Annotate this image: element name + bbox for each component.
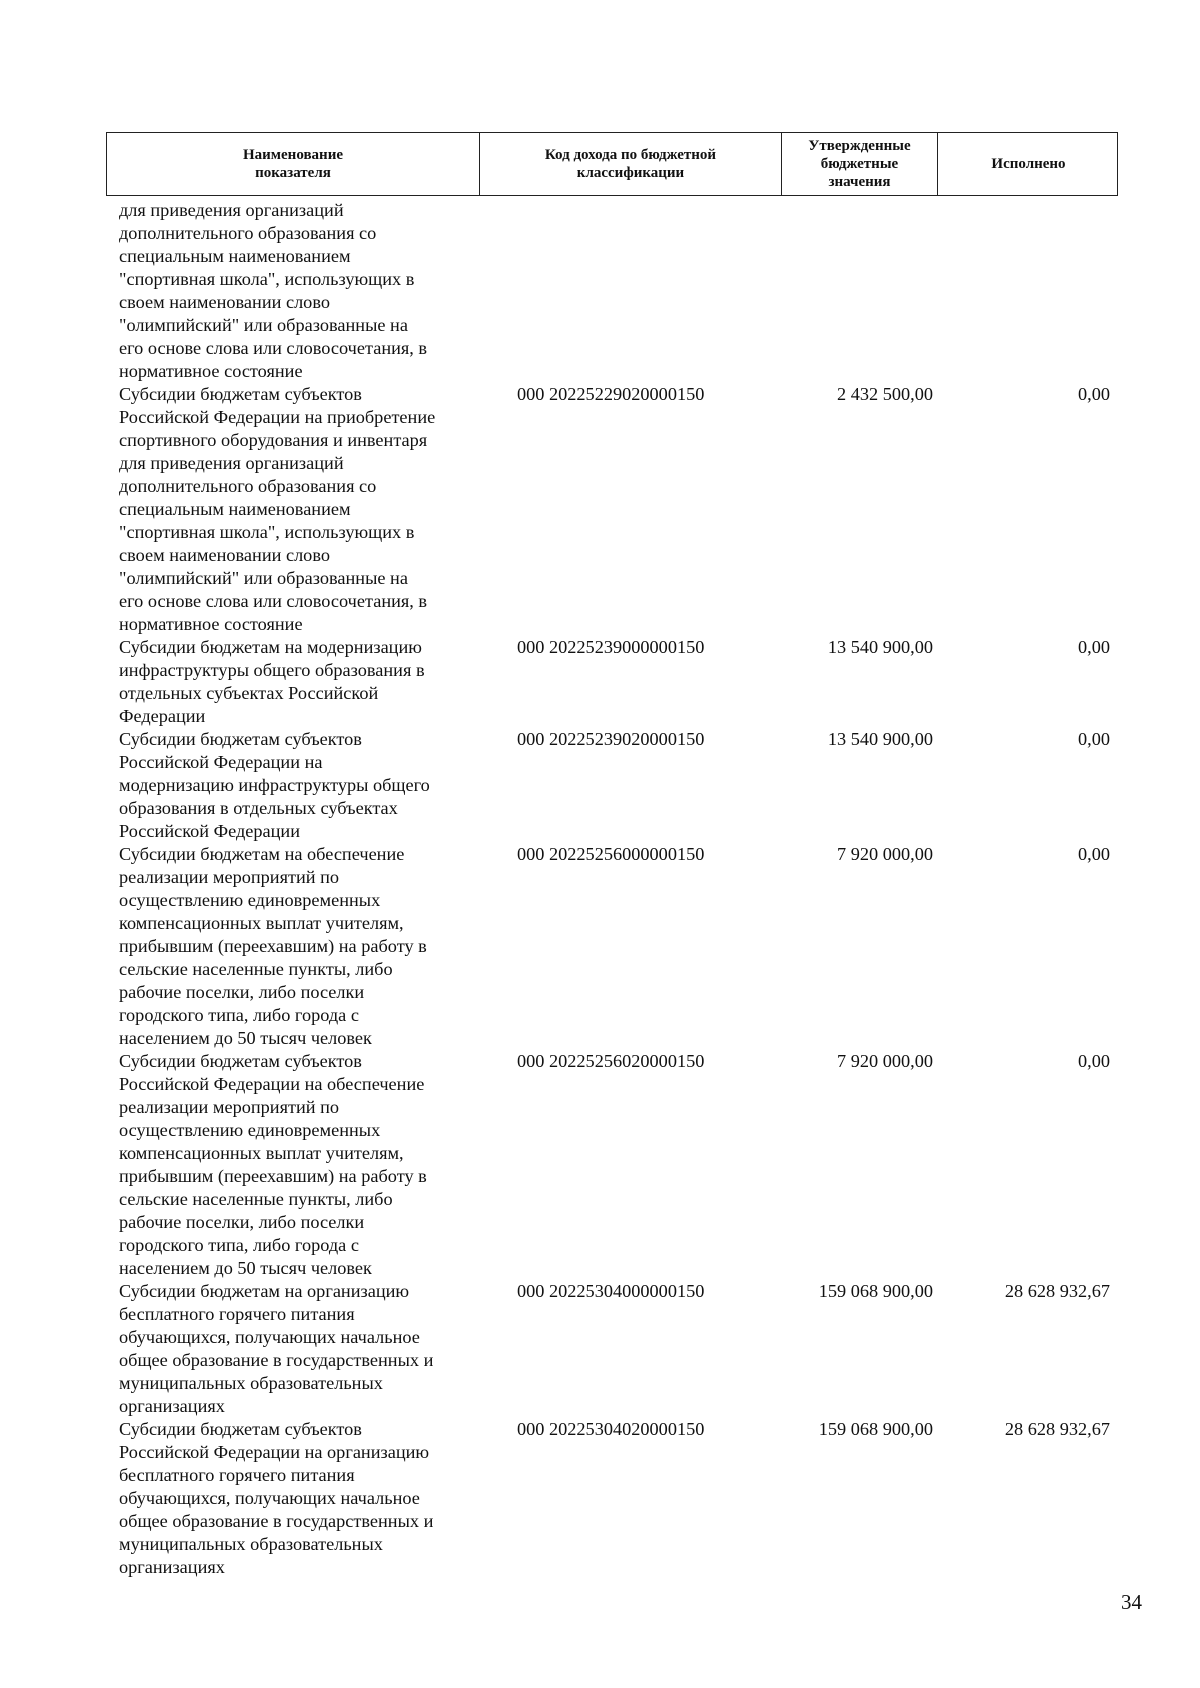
row-code: 000 20225239020000150 (517, 729, 705, 749)
row-done: 28 628 932,67 (1004, 1419, 1110, 1439)
table-row (106, 636, 1118, 728)
table-row (106, 1050, 1118, 1280)
row-done (937, 199, 1118, 383)
row-name: Субсидии бюджетам субъектов Российской Федерации на организацию бесплатного горячего питания обучающихся, получающих начальное общее образование в государственных и муниципальных образовательных организациях (119, 1419, 434, 1577)
row-approved: 7 920 000,00 (837, 1051, 933, 1071)
row-done: 0,00 (1078, 844, 1110, 864)
header-name: Наименование показателя (107, 133, 480, 195)
table-row (106, 383, 1118, 636)
row-code: 000 20225256020000150 (517, 1051, 705, 1071)
row-done: 0,00 (1078, 1051, 1110, 1071)
row-name: Субсидии бюджетам на модернизацию инфраструктуры общего образования в отдельных субъектах Российской Федерации (119, 637, 425, 726)
row-code: 000 20225304020000150 (517, 1419, 705, 1439)
row-done: 0,00 (1078, 384, 1110, 404)
row-done: 28 628 932,67 (1004, 1281, 1110, 1301)
row-approved (781, 199, 937, 383)
row-code: 000 20225256000000150 (517, 844, 705, 864)
row-approved: 159 068 900,00 (818, 1419, 933, 1439)
table-row (106, 728, 1118, 843)
table-row (106, 843, 1118, 1050)
table-body (106, 199, 1118, 1579)
row-name: Субсидии бюджетам субъектов Российской Федерации на обеспечение реализации мероприятий по осуществлению единовременных компенсационных выплат учителям, прибывшим (переехавшим) на работу в сельские населенные пункты, либо рабочие поселки, либо поселки городского типа, либо города с населением до 50 тысяч человек (119, 1051, 427, 1278)
row-code: 000 20225239000000150 (517, 637, 705, 657)
header-done: Исполнено (991, 156, 1066, 172)
row-name: Субсидии бюджетам субъектов Российской Федерации на приобретение спортивного оборудования и инвентаря для приведения организаций дополнительного образования со специальным наименованием "спортивная школа", использующих в своем наименовании слово "олимпийский" или образованные на его основе слова или словосочетания, в нормативное состояние (119, 384, 436, 634)
row-approved: 13 540 900,00 (827, 729, 933, 749)
header-approved: Утвержденные бюджетные значения (782, 133, 938, 195)
row-done: 0,00 (1078, 637, 1110, 657)
row-name: для приведения организаций дополнительного образования со специальным наименованием "спортивная школа", использующих в своем наименовании слово "олимпийский" или образованные на его основе слова или словосочетания, в нормативное состояние (119, 200, 428, 381)
table-row (106, 199, 1118, 383)
row-approved: 13 540 900,00 (827, 637, 933, 657)
page-number: 34 (1121, 1590, 1142, 1614)
table-row (106, 1418, 1118, 1579)
row-code: 000 20225229020000150 (517, 384, 705, 404)
row-code: 000 20225304000000150 (517, 1281, 705, 1301)
row-approved: 2 432 500,00 (837, 384, 933, 404)
row-code (479, 199, 781, 383)
row-name: Субсидии бюджетам на обеспечение реализации мероприятий по осуществлению единовременных компенсационных выплат учителям, прибывшим (переехавшим) на работу в сельские населенные пункты, либо рабочие поселки, либо поселки городского типа, либо города с населением до 50 тысяч человек (119, 844, 427, 1048)
row-approved: 159 068 900,00 (818, 1281, 933, 1301)
row-name: Субсидии бюджетам субъектов Российской Федерации на модернизацию инфраструктуры общего образования в отдельных субъектах Российской Федерации (119, 729, 430, 841)
table-row (106, 1280, 1118, 1418)
row-done: 0,00 (1078, 729, 1110, 749)
row-approved: 7 920 000,00 (837, 844, 933, 864)
table-header (106, 132, 1118, 196)
header-code: Код дохода по бюджетной классификации (480, 133, 782, 195)
row-name: Субсидии бюджетам на организацию бесплатного горячего питания обучающихся, получающих начальное общее образование в государственных и муниципальных образовательных организациях (119, 1281, 434, 1416)
